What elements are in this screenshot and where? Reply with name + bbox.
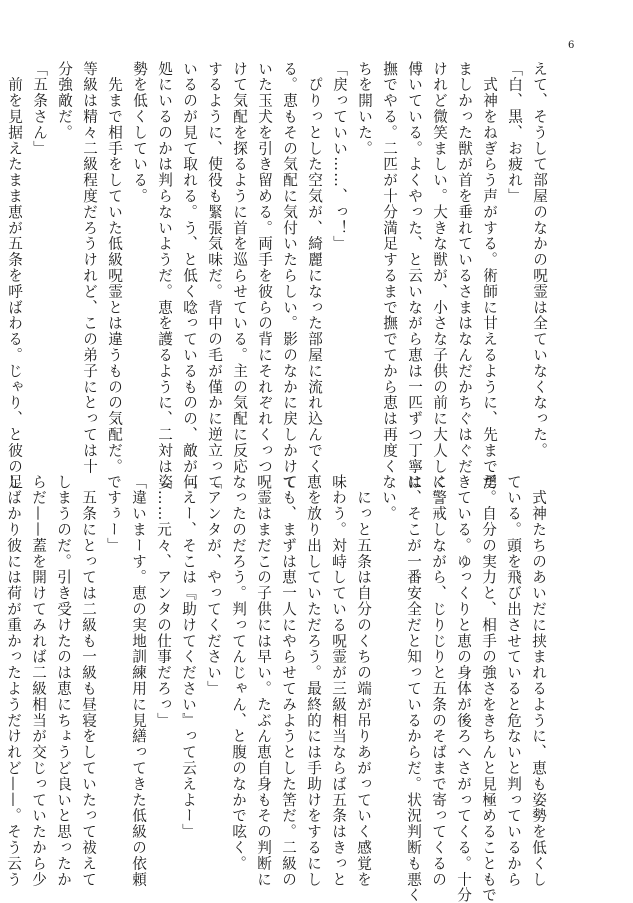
- text-line: 式神たちのあいだに挟まれるように、恵も姿勢を低くし: [530, 474, 547, 888]
- text-line: しばかり彼には荷が重かったようだけれど——。そう云う: [5, 474, 22, 888]
- page-number: 6: [568, 40, 575, 51]
- text-line: いるのが見て取れる。う、と低く唸っているものの、敵が何: [181, 61, 198, 491]
- text-line: 傅いている。よくやった、と云いながら恵は一匹ずつ丁寧に: [406, 61, 423, 491]
- text-line: 前を見据えたまま恵が五条を呼ばわる。じゃり、と彼の足: [6, 61, 23, 491]
- text-line: するように、使役も緊張気味だ。背中の毛が僅かに逆立って: [206, 61, 223, 491]
- text-line: 呪霊はまだこの子供には早い。たぶん恵自身もその判断に: [255, 474, 272, 888]
- text-line: 「五条さん」: [31, 61, 48, 157]
- text-line: 「アンタが、やってください」: [205, 474, 222, 697]
- text-line: ぴりっとした空気が、綺麗になった部屋に流れ込んでく: [306, 61, 323, 475]
- text-line: に警戒しながら、じりじりと五条のそばまで寄ってくるの: [430, 474, 447, 888]
- text-line: 「白、黒、お疲れ」: [506, 61, 523, 205]
- text-line: 先まで相手をしていた低級呪霊とは違うものの気配だ。: [106, 61, 123, 475]
- text-line: ない。: [380, 474, 397, 522]
- text-line: る。恵もその気配に気付いたらしい。影のなかに戻しかけて: [281, 61, 298, 491]
- text-line: けて気配を探るように首を巡らせている。主の気配に反応: [231, 61, 248, 475]
- text-line: 「えー、そこは『助けてください』って云えよー」: [180, 474, 197, 840]
- text-line: らだ——蓋を開けてみれば二級相当が交じっていたから少: [30, 474, 47, 888]
- text-line: ても、まずは恵一人にやらせてみようとした筈だ。二級の: [280, 474, 297, 888]
- text-line: 五条にとっては二級も一級も昼寝をしていたって祓えて: [80, 474, 97, 888]
- text-line: 「違いまーす。恵の実地訓練用に見繕ってきた低級の依頼: [130, 474, 147, 888]
- text-line: 撫でやる。二匹が十分満足するまで撫でてから恵は再度く: [381, 61, 398, 475]
- text-line: ている。頭を飛び出させていると危ないと判っているから: [505, 474, 522, 888]
- text-line: けれど微笑ましい。大きな獣が、小さな子供の前に大人しく: [431, 61, 448, 491]
- text-line: ちを開いた。: [356, 61, 373, 157]
- text-line: 処にいるのかは判らないようだ。恵を護るように、二対は姿: [156, 61, 173, 491]
- text-line: だ。自分の実力と、相手の強さをきちんと見極めることもで: [480, 474, 497, 903]
- text-line: 「……元々、アンタの仕事だろっ」: [155, 474, 172, 729]
- text-line: は、そこが一番安全だと知っているからだ。状況判断も悪く: [405, 474, 422, 903]
- text-line: 恵を放り出していただろう。最終的には手助けをするにし: [305, 474, 322, 888]
- text-line: しまうのだ。引き受けたのは恵にちょうど良いと思ったか: [55, 474, 72, 888]
- text-block-lower: [5, 474, 551, 903]
- text-line: 式神をねぎらう声がする。術師に甘えるように、先まで勇: [481, 61, 498, 491]
- text-line: 「戻っていい……、っ！」: [331, 61, 348, 252]
- text-block-upper: [6, 61, 552, 491]
- text-line: 味わう。対峙している呪霊が三級相当ならば五条はきっと: [330, 474, 347, 888]
- text-line: 分強敵だ。: [56, 61, 73, 141]
- text-line: きている。ゆっくりと恵の身体が後ろへさがってくる。十分: [455, 474, 472, 903]
- text-line: にっと五条は自分のくちの端が吊りあがっていく感覚を: [355, 474, 372, 888]
- text-line: なったのだろう。判ってんじゃん、と腹のなかで呟く。: [230, 474, 247, 872]
- text-line: いた玉犬を引き留める。両手を彼らの背にそれぞれくっつ: [256, 61, 273, 475]
- text-line: 等級は精々二級程度だろうけれど、この弟子にとっては十: [81, 61, 98, 475]
- text-line: ですぅー」: [105, 474, 122, 554]
- text-line: [0, 474, 1, 849]
- text-line: 勢を低くしている。: [131, 61, 148, 205]
- text-line: えて、そうして部屋のなかの呪霊は全ていなくなった。: [531, 61, 548, 459]
- text-line: ましかった獣が首を垂れているさまはなんだかちぐはぐだ: [456, 61, 473, 475]
